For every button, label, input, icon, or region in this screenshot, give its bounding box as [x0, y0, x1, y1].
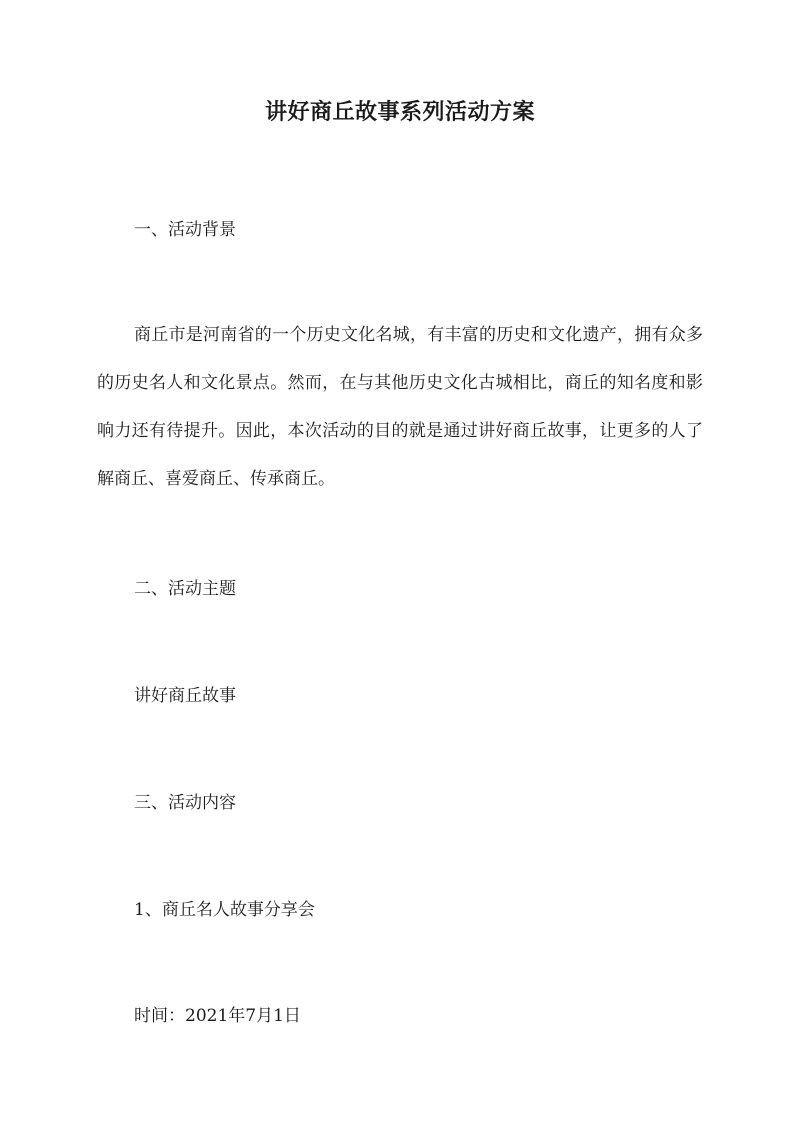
section-heading-background: 一、活动背景 — [134, 220, 236, 240]
section-heading-content: 三、活动内容 — [134, 793, 236, 813]
section-body-background: 商丘市是河南省的一个历史文化名城，有丰富的历史和文化遗产，拥有众多的历史名人和文化景点。然而，在与其他历史文化古城相比，商丘的知名度和影响力还有待提升。因此，本次活动的目的就是通过讲好商丘故事，让更多的人了解商丘、喜爱商丘、传承商丘。 — [97, 325, 703, 489]
document-title: 讲好商丘故事系列活动方案 — [264, 99, 535, 125]
item-heading-1: 1、商丘名人故事分享会 — [134, 900, 315, 920]
section-body-theme: 讲好商丘故事 — [134, 686, 236, 706]
section-heading-theme: 二、活动主题 — [134, 579, 236, 599]
item-time-1: 时间：2021年7月1日 — [134, 1006, 301, 1026]
